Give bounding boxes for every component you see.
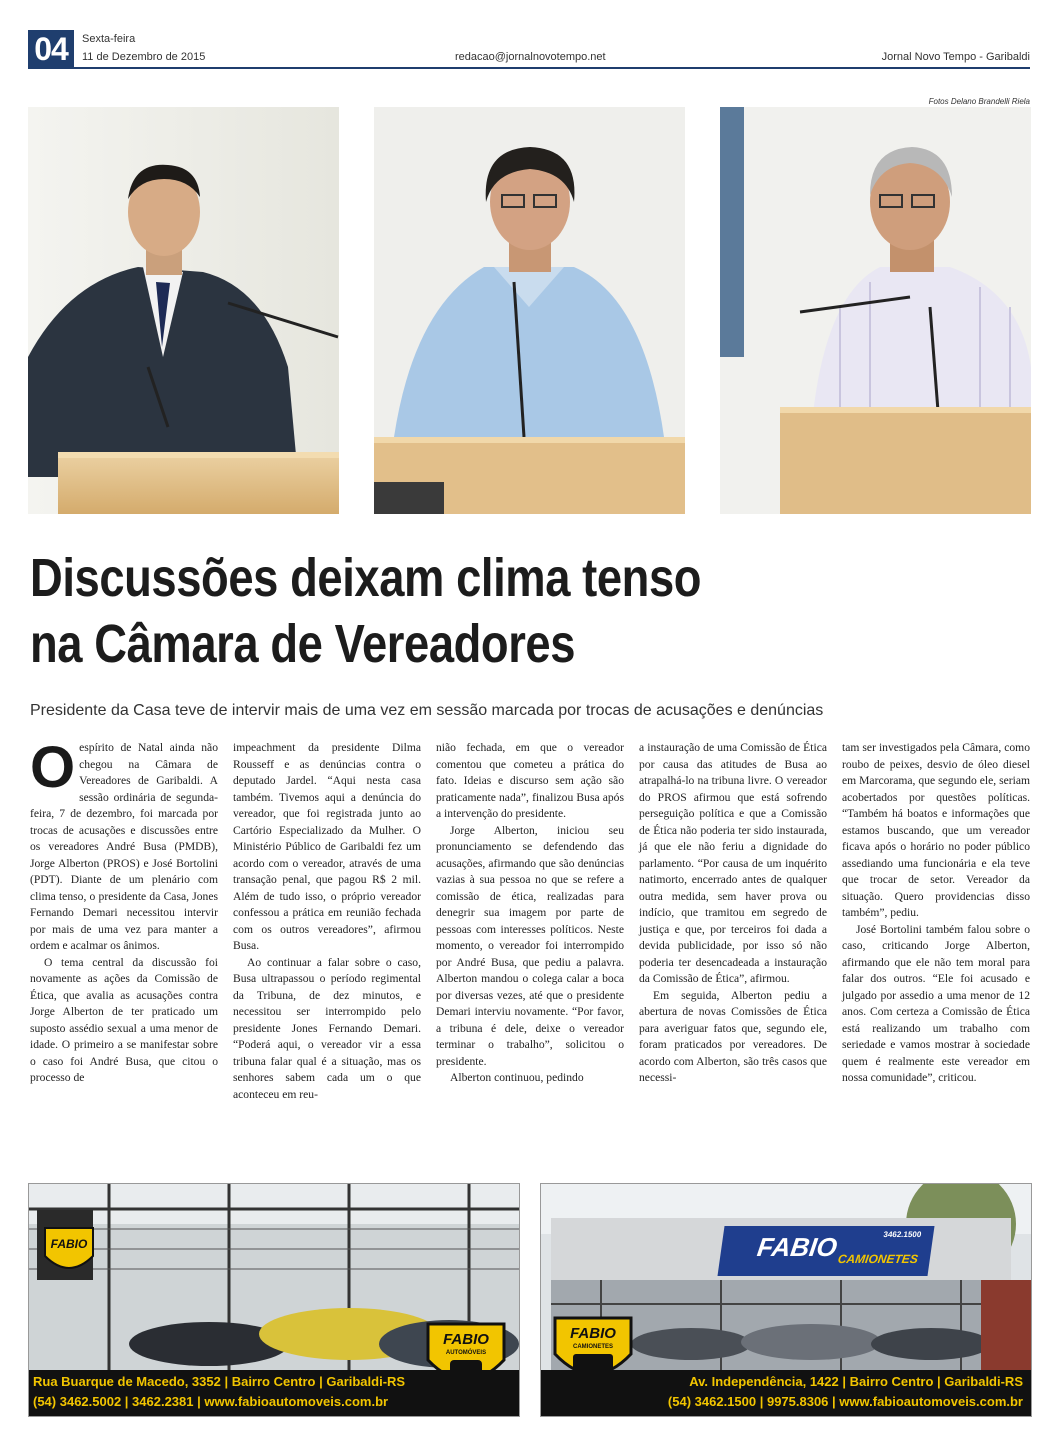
page-header (0, 0, 1058, 72)
svg-text:CAMIONETES: CAMIONETES (572, 1344, 614, 1350)
svg-text:AUTOMÓVEIS: AUTOMÓVEIS (445, 1350, 487, 1356)
drop-cap: O (30, 735, 76, 800)
ad-right-contact[interactable]: (54) 3462.1500 | 9975.8306 | www.fabioautomoveis.com.br (667, 1394, 1023, 1409)
page-number: 04 (28, 30, 74, 68)
article-column-3 (436, 740, 624, 1087)
issue-date: 11 de Dezembro de 2015 (82, 51, 206, 63)
article-subheadline: Presidente da Casa teve de intervir mais de uma vez em sessão marcada por trocas de acusações e denúncias (30, 702, 824, 719)
paragraph: O tema central da discussão foi novamente as ações da Comissão de Ética, que avalia as acusações contra Jorge Alberton de ter praticado um suposto assédio sexual a uma menor de idade. O primeiro a se manifestar sobre o caso foi André Busa, que citou o processo de (30, 955, 218, 1084)
header-rule (28, 67, 1030, 69)
article-headline (30, 545, 870, 677)
article-body (30, 735, 1030, 1160)
paragraph: a instauração de uma Comissão de Ética por causa das atitudes de Busa ao atrapalhá-lo na tribuna livre. O vereador do PROS afirmou que está sofrendo perseguição política e que a Comissão de Ética não poderia ter sido instaurada, já que ele não feriu a dignidade do parlamento. “Por causa de um inquérito natimorto, encerrado antes de qualquer outra medida, sem haver prova ou indício, que tramitou em segredo de justiça e que, por terceiros foi dada a devida publicidade, por isso só não poderia ter desencadeada a instauração da Comissão de Ética”, afirmou. (639, 741, 827, 985)
paragraph: nião fechada, em que o vereador comentou que cometeu a prática do fato. Ideias e discurso sem ação são praticamente nada”, finalizou Busa após a intervenção do presidente. (436, 741, 624, 820)
ad-left-contact[interactable]: (54) 3462.5002 | 3462.2381 | www.fabioautomoveis.com.br (33, 1394, 389, 1409)
advertisement-fabio-camionetes[interactable] (540, 1183, 1032, 1417)
photo-credit: Fotos Delano Brandelli Riela (928, 97, 1030, 106)
ad-right-address: Av. Independência, 1422 | Bairro Centro | Garibaldi-RS (689, 1374, 1023, 1389)
headline-line-1: Discussões deixam clima tenso (30, 548, 702, 608)
article-column-1 (30, 735, 218, 1087)
weekday: Sexta-feira (82, 33, 136, 45)
svg-text:FABIO: FABIO (50, 1237, 88, 1251)
paragraph: Em seguida, Alberton pediu a abertura de novas Comissões de Ética para averiguar fatos que, segundo ele, foram praticados por vereadores. De acordo com Alberton, são três casos que necessi- (639, 988, 827, 1084)
photo-speaker-2 (374, 107, 685, 514)
advertisement-fabio-automoveis[interactable] (28, 1183, 520, 1417)
article-column-5 (842, 740, 1030, 1087)
svg-text:FABIO: FABIO (443, 1331, 489, 1348)
paragraph: impeachment da presidente Dilma Rousseff e as denúncias contra o deputado Jardel. “Aqui nesta casa também. Tivemos aqui a denúncia do vereador, que foi registrada junto ao Cartório Especializado da Mulher. O Ministério Público de Garibaldi fez um acordo com o vereador, através de uma transação penal, que pagou R$ 2 mil. Além de tudo isso, o próprio vereador confessou a prática em reunião fechada com os outros vereadores”, afirmou Busa. (233, 741, 421, 952)
storefront-sign: FABIO CAMIONETES 3462.1500 (717, 1226, 934, 1276)
headline-line-2: na Câmara de Vereadores (30, 614, 576, 674)
paragraph: tam ser investigados pela Câmara, como roubo de peixes, desvio de óleo diesel em Marcorama, que segundo ele, seriam acobertados por questões políticas. “Também há boatos e informações que estamos buscando, que um vereador ficava após o horário no poder público assediando uma funcionária e ela teve que trocar de setor. Vereador da situação. Quero providencias disso também”, pediu. (842, 741, 1030, 919)
paragraph: Ao continuar a falar sobre o caso, Busa ultrapassou o período regimental da Tribuna, de dez minutos, e necessitou ser interrompido pelo presidente Jones Fernando Demari. “Poderá aqui, o vereador vir a essa tribuna falar qual é a situação, mas os senhores sabem cada um o que aconteceu em reu- (233, 955, 421, 1101)
svg-text:FABIO: FABIO (570, 1325, 616, 1342)
article-column-4 (639, 740, 827, 1087)
photo-speaker-1 (28, 107, 339, 514)
article-column-2 (233, 740, 421, 1103)
newspaper-name: Jornal Novo Tempo - Garibaldi (881, 51, 1030, 63)
paragraph: Alberton continuou, pedindo (450, 1071, 584, 1084)
fabio-logo-small (39, 1222, 99, 1278)
ad-left-address: Rua Buarque de Macedo, 3352 | Bairro Centro | Garibaldi-RS (33, 1374, 406, 1389)
paragraph: Jorge Alberton, iniciou seu pronunciamento se defendendo das acusações, afirmando que são denúncias vazias à sua pessoa no que se refere a comissão de ética, realizadas para denegrir sua imagem por parte de pessoas com interesses políticos. Neste momento, o vereador foi interrompido por André Busa, que pediu a palavra. Alberton mandou o colega calar a boca por diversas vezes, até que o presidente Demari interviu novamente. “Por favor, a tribuna é dele, deixe o vereador terminar o trabalho”, solicitou o presidente. (436, 823, 624, 1068)
paragraph: espírito de Natal ainda não chegou na Câmara de Vereadores de Garibaldi. A sessão ordinária de segunda-feira, 7 de dezembro, foi marcada por trocas de acusações e discussões entre os vereadores André Busa (PMDB), Jorge Alberton (PROS) e José Bortolini (PDT). Diante de um plenário com clima tenso, o presidente da Casa, Jones Fernando Demari necessitou intervir por mais de uma vez para manter a ordem e acalmar os ânimos. (30, 741, 218, 952)
paragraph: José Bortolini também falou sobre o caso, criticando Jorge Alberton, afirmando que ele não tem moral para falar dos outros. “Ele foi acusado e julgado por assedio a uma menor de 12 anos. Com certeza a Comissão de Ética está realizando um trabalho com seriedade e vamos mostrar à sociedade quem é realmente este vereador em nossa comunidade”, criticou. (842, 922, 1030, 1084)
newsroom-email[interactable]: redacao@jornalnovotempo.net (455, 51, 606, 63)
photo-speaker-3 (720, 107, 1031, 514)
